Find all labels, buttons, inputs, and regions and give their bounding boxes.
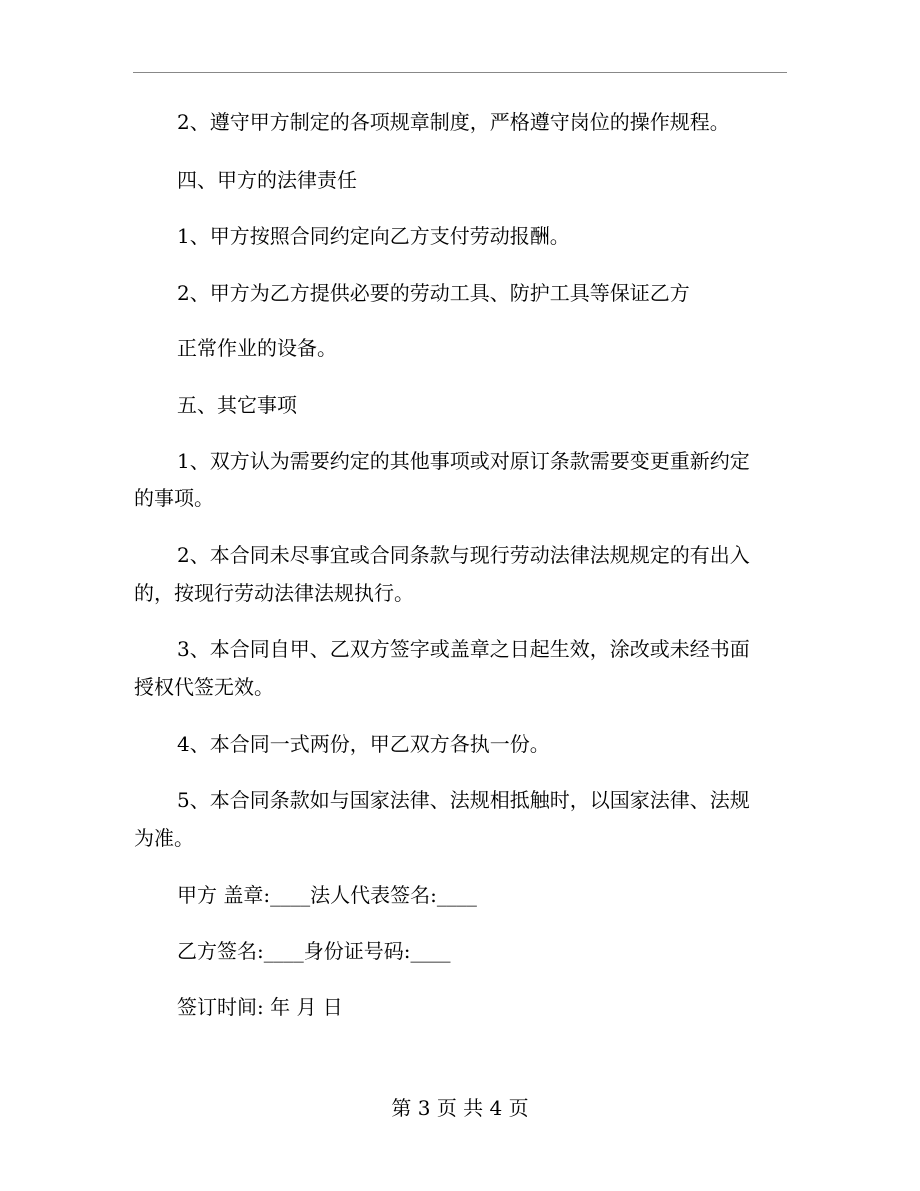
text-line: 为准。 — [134, 826, 194, 850]
text-line: 乙方签名:____身份证号码:____ — [177, 939, 451, 963]
text-line: 2、本合同未尽事宜或合同条款与现行劳动法律法规规定的有出入 — [177, 543, 750, 567]
text-line: 4、本合同一式两份，甲乙双方各执一份。 — [177, 732, 550, 756]
text-line: 甲方 盖章:____法人代表签名:____ — [177, 883, 477, 907]
text-line: 的，按现行劳动法律法规执行。 — [134, 581, 414, 605]
text-line: 5、本合同条款如与国家法律、法规相抵触时，以国家法律、法规 — [177, 788, 750, 812]
section-heading: 四、甲方的法律责任 — [177, 168, 357, 192]
text-line: 1、甲方按照合同约定向乙方支付劳动报酬。 — [177, 224, 570, 248]
text-line: 授权代签无效。 — [134, 675, 274, 699]
text-line: 正常作业的设备。 — [177, 336, 337, 360]
section-heading: 五、其它事项 — [177, 393, 297, 417]
text-line: 2、甲方为乙方提供必要的劳动工具、防护工具等保证乙方 — [177, 281, 690, 305]
text-line: 的事项。 — [134, 486, 214, 510]
text-line: 2、遵守甲方制定的各项规章制度，严格遵守岗位的操作规程。 — [177, 110, 730, 134]
page-number: 第 3 页 共 4 页 — [391, 1096, 529, 1120]
text-line: 3、本合同自甲、乙双方签字或盖章之日起生效，涂改或未经书面 — [177, 637, 750, 661]
text-line: 1、双方认为需要约定的其他事项或对原订条款需要变更重新约定 — [177, 449, 750, 473]
text-line: 签订时间: 年 月 日 — [177, 995, 343, 1019]
header-divider — [133, 72, 787, 73]
